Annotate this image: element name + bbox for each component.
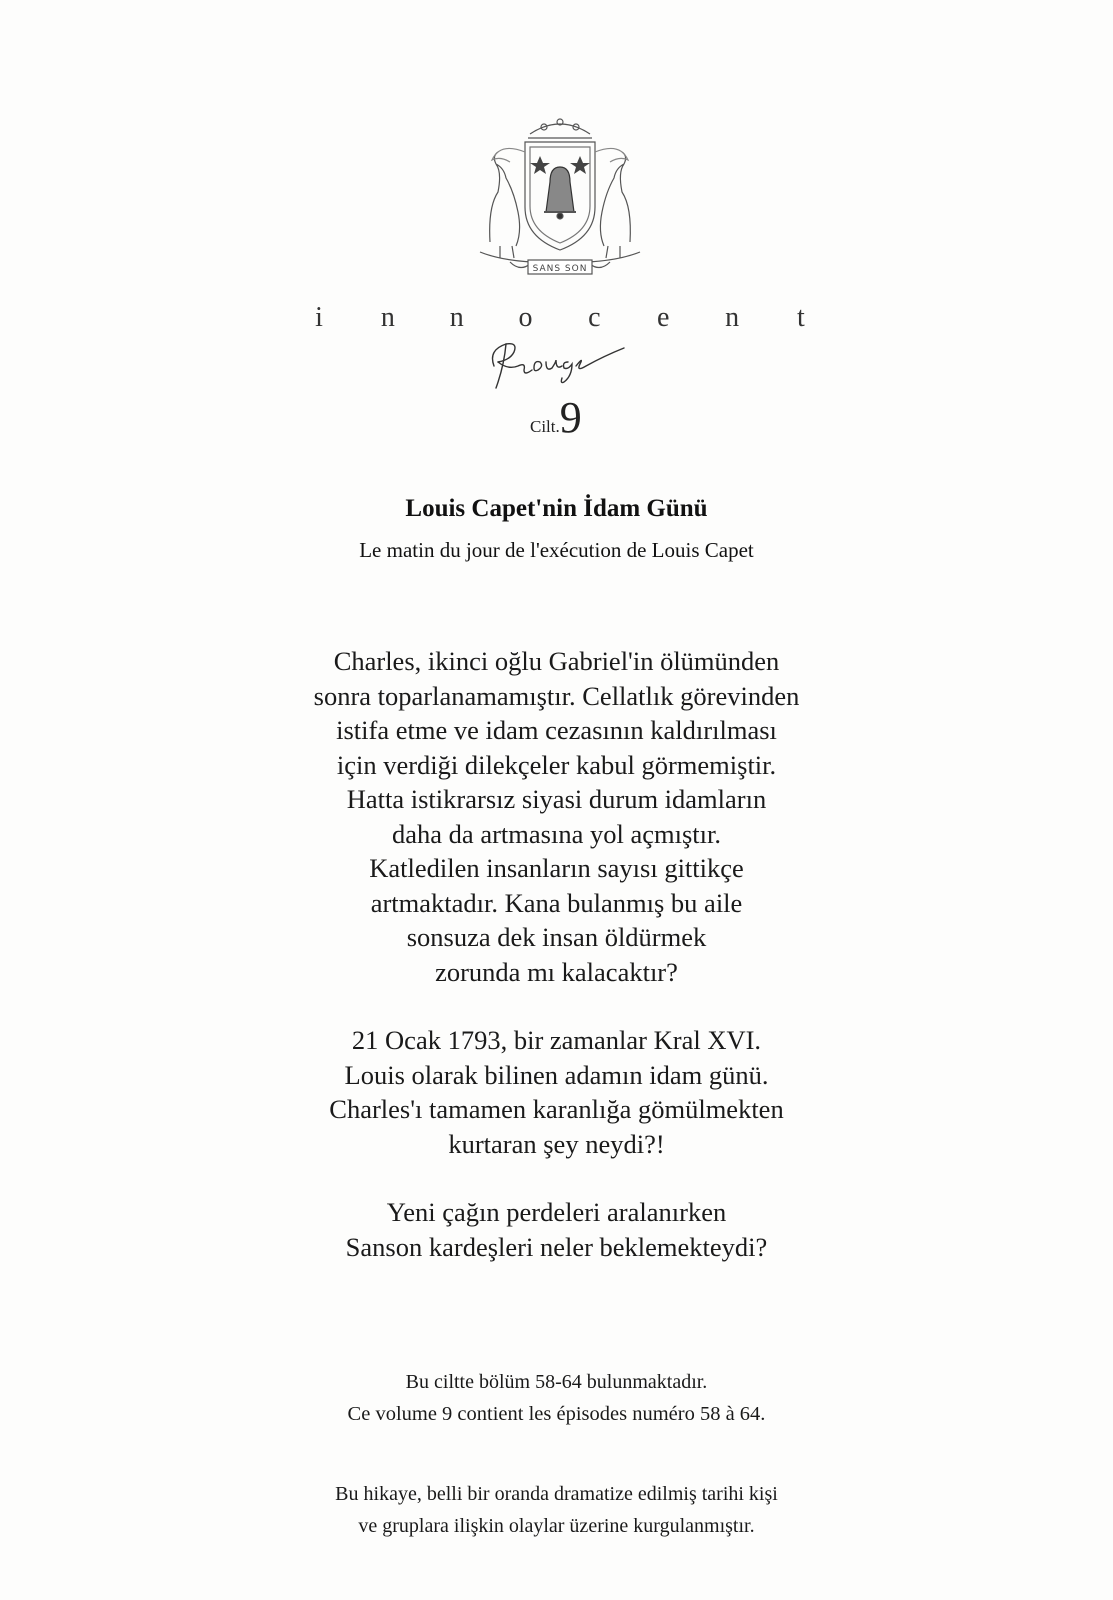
coat-of-arms-icon bbox=[470, 112, 650, 282]
series-letter: i bbox=[315, 302, 323, 333]
synopsis-line: Katledilen insanların sayısı gittikçe bbox=[369, 853, 744, 883]
synopsis-line: zorunda mı kalacaktır? bbox=[435, 956, 678, 987]
rouge-script-logo bbox=[484, 336, 644, 396]
disclaimer-line: ve gruplara ilişkin olaylar üzerine kurgulanmıştır. bbox=[358, 1515, 755, 1537]
synopsis-line: kurtaran şey neydi?! bbox=[448, 1128, 665, 1159]
series-letter: n bbox=[380, 302, 395, 333]
disclaimer-line: Bu hikaye, belli bir oranda dramatize edilmiş tarihi kişi bbox=[335, 1483, 778, 1505]
synopsis-line: Sanson kardeşleri neler beklemekteydi? bbox=[345, 1231, 768, 1262]
synopsis-line: daha da artmasına yol açmıştır. bbox=[392, 818, 721, 849]
series-letter: c bbox=[588, 302, 601, 333]
chapter-title: Louis Capet'nin İdam Günü bbox=[405, 495, 708, 522]
series-letter: n bbox=[449, 302, 464, 333]
synopsis bbox=[230, 644, 883, 1264]
contents-turkish: Bu ciltte bölüm 58-64 bulunmaktadır. bbox=[405, 1371, 708, 1393]
synopsis-line: için verdiği dilekçeler kabul görmemiştir. bbox=[336, 749, 777, 780]
synopsis-line: Yeni çağın perdeleri aralanırken bbox=[386, 1197, 727, 1227]
series-letter: o bbox=[518, 302, 533, 333]
crest-motto: SANS SON bbox=[532, 264, 588, 274]
synopsis-line: Charles, ikinci oğlu Gabriel'in ölümünden bbox=[333, 646, 780, 676]
paragraph-gap bbox=[230, 1161, 883, 1195]
chapter-subtitle: Le matin du jour de l'exécution de Louis Capet bbox=[359, 538, 754, 562]
series-script-logo bbox=[484, 336, 644, 396]
synopsis-line: Hatta istikrarsız siyasi durum idamların bbox=[346, 784, 767, 814]
disclaimer bbox=[0, 1478, 1113, 1542]
volume-number: 9 bbox=[559, 393, 582, 442]
synopsis-line: Louis olarak bilinen adamın idam günü. bbox=[344, 1059, 769, 1090]
synopsis-line: sonra toparlanamamıştır. Cellatlık görevinden bbox=[313, 680, 800, 711]
crest-drawing bbox=[470, 112, 650, 282]
paragraph-gap bbox=[230, 989, 883, 1023]
series-letter: t bbox=[797, 302, 805, 333]
series-letter: e bbox=[657, 302, 670, 333]
synopsis-line: Charles'ı tamamen karanlığa gömülmekten bbox=[329, 1094, 784, 1124]
series-letter: n bbox=[725, 302, 740, 333]
synopsis-line: istifa etme ve idam cezasının kaldırılması bbox=[336, 715, 777, 745]
synopsis-line: artmaktadır. Kana bulanmış bu aile bbox=[370, 887, 743, 918]
synopsis-line: sonsuza dek insan öldürmek bbox=[406, 922, 707, 952]
contents-french: Ce volume 9 contient les épisodes numéro 58 à 64. bbox=[347, 1403, 766, 1425]
synopsis-line: 21 Ocak 1793, bir zamanlar Kral XVI. bbox=[351, 1025, 762, 1055]
volume-label bbox=[530, 393, 650, 450]
volume-contents bbox=[0, 1366, 1113, 1430]
volume-prefix: Cilt. bbox=[530, 417, 560, 436]
